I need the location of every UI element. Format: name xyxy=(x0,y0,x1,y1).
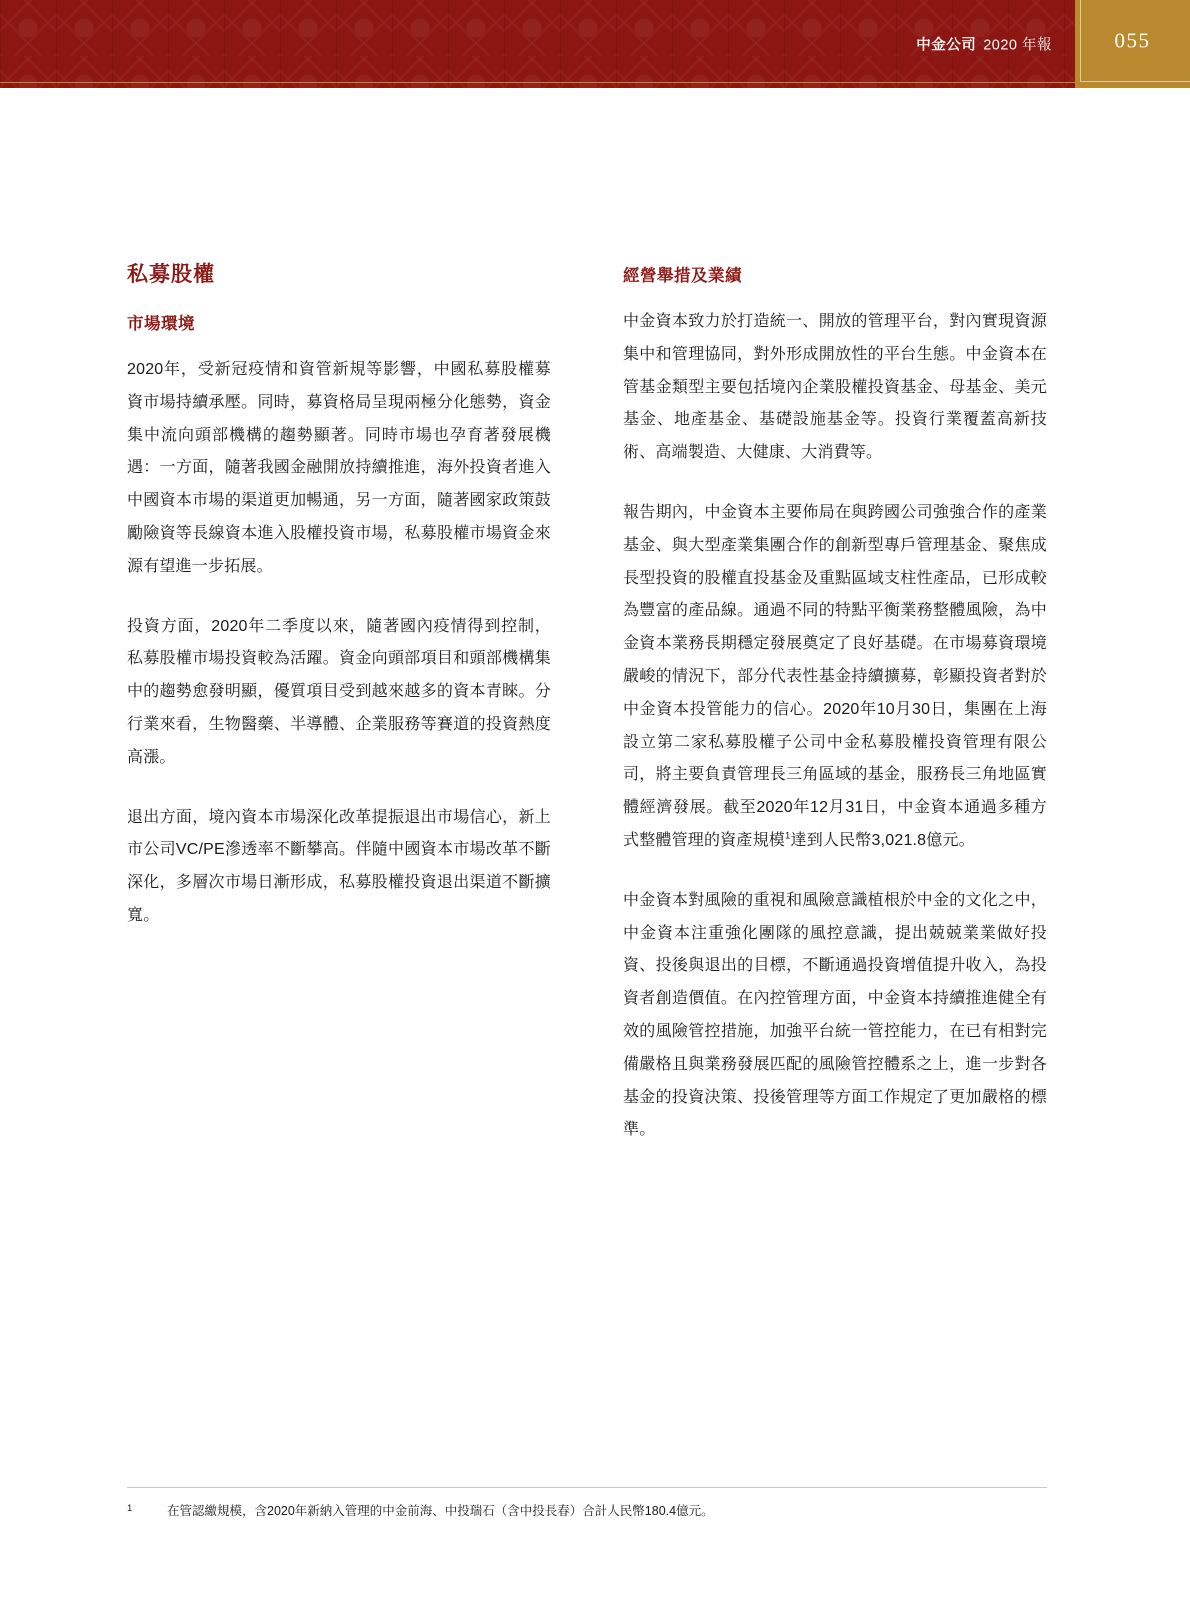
footnote xyxy=(127,1487,1047,1522)
right-subheading-operations-performance: 經營舉措及業績 xyxy=(623,267,742,285)
page-number: 055 xyxy=(1114,28,1151,53)
right-paragraph-3: 中金資本對風險的重視和風險意識植根於中金的文化之中，中金資本注重強化團隊的風控意識，提出兢兢業業做好投資、投後與退出的目標，不斷通過投資增值提升收入，為投資者創造價值。在內控管理方面，中金資本持續推進健全有效的風險管控措施，加強平台統一管控能力，在已有相對完備嚴格且與業務發展匹配的風險管控體系之上，進一步對各基金的投資決策、投後管理等方面工作規定了更加嚴格的標準。 xyxy=(623,891,1047,1139)
left-column xyxy=(127,258,551,1147)
brand-name: 中金公司 xyxy=(916,37,977,54)
page-title: 私募股權 xyxy=(127,263,215,286)
left-paragraph-3: 退出方面，境內資本市場深化改革提振退出市場信心，新上市公司VC/PE滲透率不斷攀高。伴隨中國資本市場改革不斷深化，多層次市場日漸形成，私募股權投資退出渠道不斷擴寬。 xyxy=(127,808,551,924)
right-paragraph-1: 中金資本致力於打造統一、開放的管理平台，對內實現資源集中和管理協同，對外形成開放性的平台生態。中金資本在管基金類型主要包括境內企業股權投資基金、母基金、美元基金、地產基金、基礎設施基金等。投資行業覆蓋高新技術、高端製造、大健康、大消費等。 xyxy=(623,313,1047,462)
footnote-text: 在管認繳規模，含2020年新納入管理的中金前海、中投瑞石（含中投長春）合計人民幣180.4億元。 xyxy=(167,1504,714,1518)
left-paragraph-2: 投資方面，2020年二季度以來，隨著國內疫情得到控制，私募股權市場投資較為活躍。資金向頭部項目和頭部機構集中的趨勢愈發明顯，優質項目受到越來越多的資本青睞。分行業來看，生物醫藥、半導體、企業服務等賽道的投資熱度高漲。 xyxy=(127,617,551,766)
brand-subtitle: 2020 年報 xyxy=(983,37,1052,54)
footnote-reference-1: 1 xyxy=(785,830,791,842)
right-paragraph-2-tail: 達到人民幣3,021.8億元。 xyxy=(790,831,975,849)
right-paragraph-2 xyxy=(623,497,1047,858)
footnote-marker: 1 xyxy=(127,1503,133,1514)
right-column xyxy=(623,258,1047,1147)
right-paragraph-2-main: 報告期內，中金資本主要佈局在與跨國公司強強合作的產業基金、與大型產業集團合作的創新型專戶管理基金、聚焦成長型投資的股權直投基金及重點區域支柱性產品，已形成較為豐富的產品線。通過不同的特點平衡業務整體風險，為中金資本業務長期穩定發展奠定了良好基礎。在市場募資環境嚴峻的情況下，部分代表性基金持續擴募，彰顯投資者對於中金資本投管能力的信心。2020年10月30日，集團在上海設立第二家私募股權子公司中金私募股權投資管理有限公司，將主要負責管理長三角區域的基金，服務長三角地區實體經濟發展。截至2020年12月31日，中金資本通過多種方式整體管理的資產規模 xyxy=(623,503,1047,849)
page-header xyxy=(0,0,1190,88)
left-subheading-market-environment: 市場環境 xyxy=(127,315,195,333)
header-brand xyxy=(916,34,1052,55)
header-pattern-band xyxy=(0,0,1075,88)
page-content xyxy=(127,258,1047,1147)
left-paragraph-1: 2020年，受新冠疫情和資管新規等影響，中國私募股權募資市場持續承壓。同時，募資格局呈現兩極分化態勢，資金集中流向頭部機構的趨勢顯著。同時市場也孕育著發展機遇：一方面，隨著我國金融開放持續推進，海外投資者進入中國資本市場的渠道更加暢通，另一方面，隨著國家政策鼓勵險資等長線資本進入股權投資市場，私募股權市場資金來源有望進一步拓展。 xyxy=(127,361,551,575)
header-gold-rule xyxy=(0,82,1075,83)
